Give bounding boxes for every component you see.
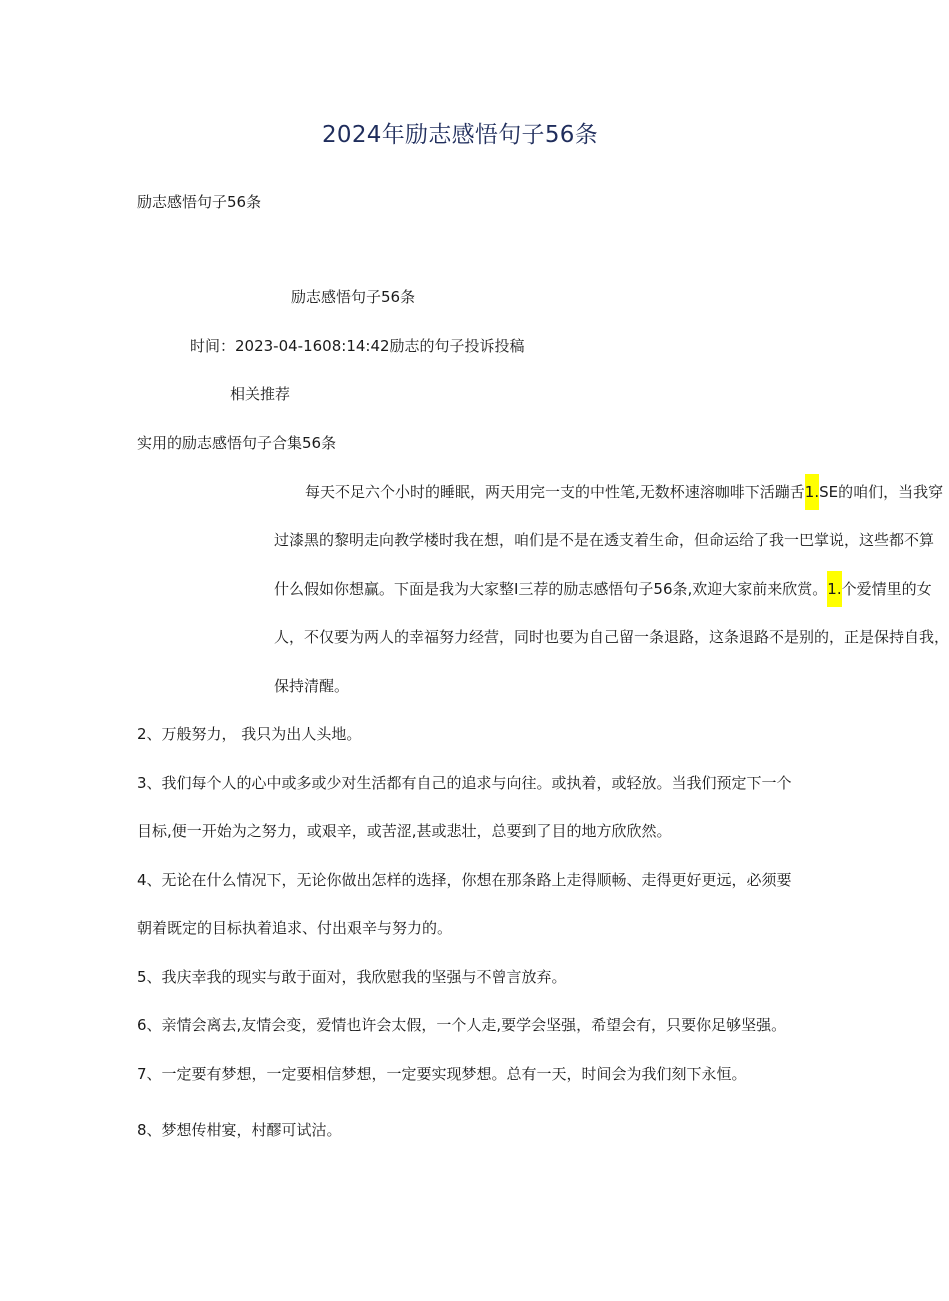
document-title: 2024年励志感悟句子56条 [322,122,598,148]
list-item: 目标,便一开始为之努力，或艰辛，或苦涩,甚或悲壮，总要到了目的地方欣欣然。 [137,822,672,840]
related-label: 相关推荐 [230,385,291,403]
intro-line-1-text-b: SE的咱们，当我穿 [819,483,944,501]
intro-line-3 [274,579,932,599]
list-item: 4、无论在什么情况下，无论你做出怎样的选择，你想在那条路上走得顺畅、走得更好更远，必须要 [137,871,792,889]
intro-line-5: 保持清醒。 [274,677,350,695]
intro-line-3-text-a: 什么假如你想赢。下面是我为大家整I三荐的励志感悟句子56条,欢迎大家前来欣赏。 [274,580,828,598]
list-item: 5、我庆幸我的现实与敢于面对，我欣慰我的坚强与不曾言放弃。 [137,968,567,986]
section-heading: 实用的励志感悟句子合集56条 [137,434,337,452]
document-subtitle: 励志感悟句子56条 [137,193,262,211]
intro-line-1-text-a: 每天不足六个小时的睡眠，两天用完一支的中性笔,无数杯速溶咖啡下活蹦舌 [305,483,805,501]
intro-line-4: 人，不仅要为两人的幸福努力经营，同时也要为自己留一条退路，这条退路不是别的，正是保持自我， [274,628,949,646]
list-item: 3、我们每个人的心中或多或少对生活都有自己的追求与向往。或执着，或轻放。当我们预定下一个 [137,774,792,792]
list-item: 8、梦想传柑宴，村醪可试沽。 [137,1121,342,1139]
list-item: 7、一定要有梦想，一定要相信梦想，一定要实现梦想。总有一天，时间会为我们刻下永恒。 [137,1065,747,1083]
meta-line: 时间：2023-04-1608:14:42励志的句子投诉投稿 [190,337,525,355]
highlight-mark: 1. [827,571,841,607]
intro-line-2: 过漆黑的黎明走向教学楼时我在想，咱们是不是在透支着生命，但命运给了我一巴掌说，这些都不算 [274,531,935,549]
intro-line-1 [305,482,943,502]
inner-title: 励志感悟句子56条 [291,288,416,306]
highlight-mark: 1. [805,474,819,510]
intro-line-3-text-b: 个爱情里的女 [841,580,932,598]
list-item: 6、亲情会离去,友情会变，爱情也许会太假，一个人走,要学会坚强，希望会有，只要你足够坚强。 [137,1016,787,1034]
list-item: 2、万般努力， 我只为出人头地。 [137,725,362,743]
list-item: 朝着既定的目标执着追求、付出艰辛与努力的。 [137,919,453,937]
